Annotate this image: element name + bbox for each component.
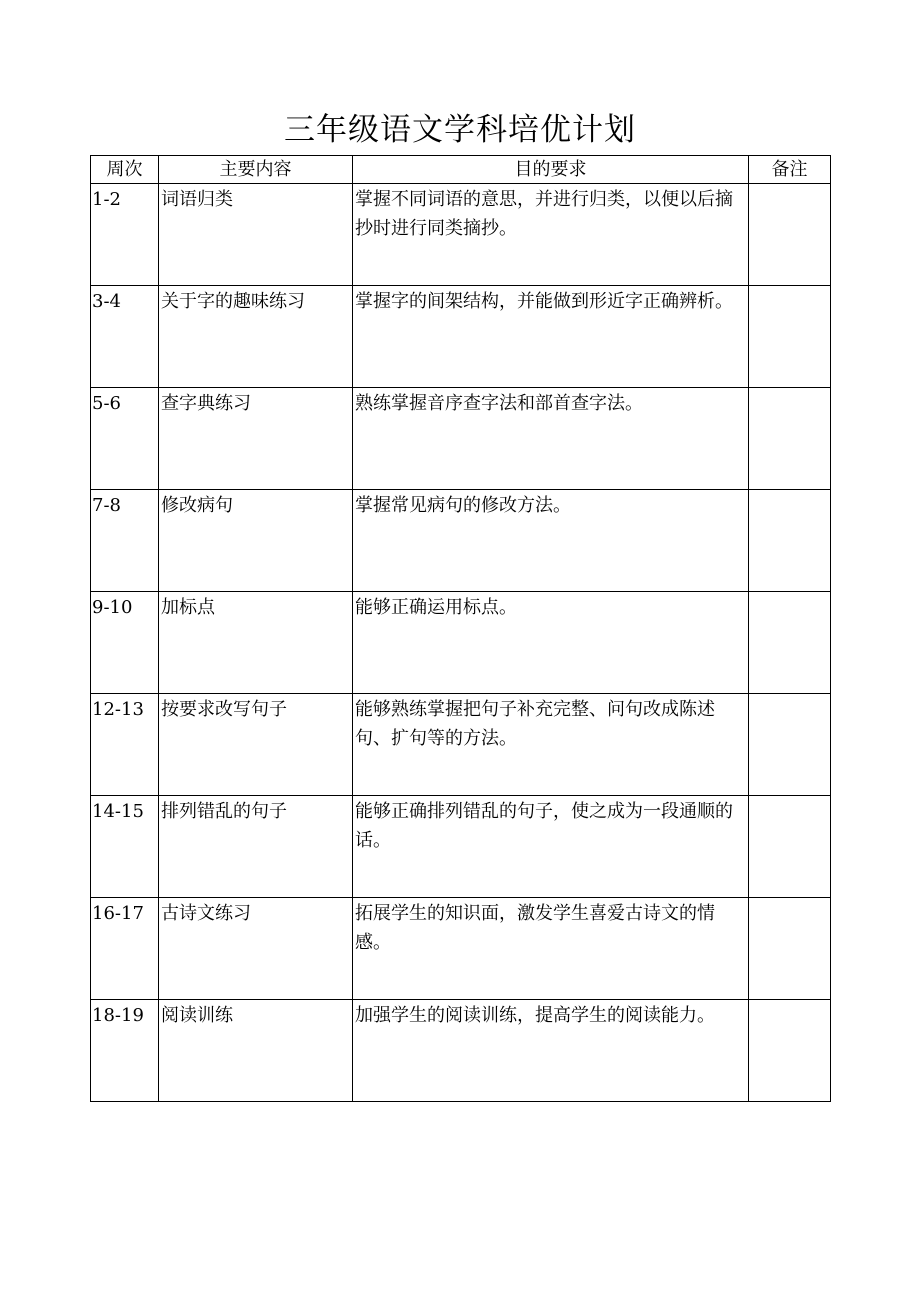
requirement-text: 能够熟练掌握把句子补充完整、问句改成陈述句、扩句等的方法。: [355, 699, 715, 749]
week-cell: 9-10: [91, 592, 159, 694]
requirement-text: 能够正确运用标点。: [355, 597, 517, 618]
requirement-cell: [353, 1000, 749, 1102]
requirement-cell: [353, 898, 749, 1000]
content-cell: 修改病句: [159, 490, 353, 592]
content-cell: 阅读训练: [159, 1000, 353, 1102]
week-cell: 18-19: [91, 1000, 159, 1102]
requirement-text: 加强学生的阅读训练，提高学生的阅读能力。: [355, 1005, 715, 1026]
remarks-cell: [749, 898, 831, 1000]
content-cell: 词语归类: [159, 184, 353, 286]
remarks-cell: [749, 184, 831, 286]
header-remarks: 备注: [749, 156, 831, 184]
table-row: [91, 1000, 831, 1102]
week-cell: 7-8: [91, 490, 159, 592]
remarks-cell: [749, 592, 831, 694]
requirement-cell: [353, 796, 749, 898]
remarks-cell: [749, 1000, 831, 1102]
requirement-cell: [353, 490, 749, 592]
table-row: [91, 592, 831, 694]
requirement-text: 掌握常见病句的修改方法。: [355, 495, 571, 516]
table-header-row: [91, 156, 831, 184]
content-cell: 古诗文练习: [159, 898, 353, 1000]
content-cell: 加标点: [159, 592, 353, 694]
requirement-text: 熟练掌握音序查字法和部首查字法。: [355, 393, 643, 414]
table-row: [91, 490, 831, 592]
table-row: [91, 694, 831, 796]
header-requirement: 目的要求: [353, 156, 749, 184]
content-cell: 关于字的趣味练习: [159, 286, 353, 388]
week-cell: 12-13: [91, 694, 159, 796]
plan-table: [90, 155, 831, 1102]
header-week: 周次: [91, 156, 159, 184]
week-cell: 5-6: [91, 388, 159, 490]
week-cell: 1-2: [91, 184, 159, 286]
requirement-cell: [353, 694, 749, 796]
header-content: 主要内容: [159, 156, 353, 184]
requirement-text: 能够正确排列错乱的句子，使之成为一段通顺的话。: [355, 801, 733, 851]
requirement-text: 拓展学生的知识面，激发学生喜爱古诗文的情感。: [355, 903, 715, 953]
remarks-cell: [749, 796, 831, 898]
requirement-text: 掌握不同词语的意思，并进行归类，以便以后摘抄时进行同类摘抄。: [355, 189, 733, 239]
remarks-cell: [749, 388, 831, 490]
requirement-text: 掌握字的间架结构，并能做到形近字正确辨析。: [355, 291, 733, 312]
requirement-cell: [353, 592, 749, 694]
table-row: [91, 286, 831, 388]
requirement-cell: [353, 184, 749, 286]
content-cell: 按要求改写句子: [159, 694, 353, 796]
week-cell: 3-4: [91, 286, 159, 388]
content-cell: 查字典练习: [159, 388, 353, 490]
week-cell: 14-15: [91, 796, 159, 898]
remarks-cell: [749, 286, 831, 388]
week-cell: 16-17: [91, 898, 159, 1000]
requirement-cell: [353, 388, 749, 490]
table-row: [91, 796, 831, 898]
table-row: [91, 388, 831, 490]
table-row: [91, 898, 831, 1000]
table-row: [91, 184, 831, 286]
remarks-cell: [749, 694, 831, 796]
page-title: 三年级语文学科培优计划: [284, 112, 636, 148]
remarks-cell: [749, 490, 831, 592]
content-cell: 排列错乱的句子: [159, 796, 353, 898]
requirement-cell: [353, 286, 749, 388]
